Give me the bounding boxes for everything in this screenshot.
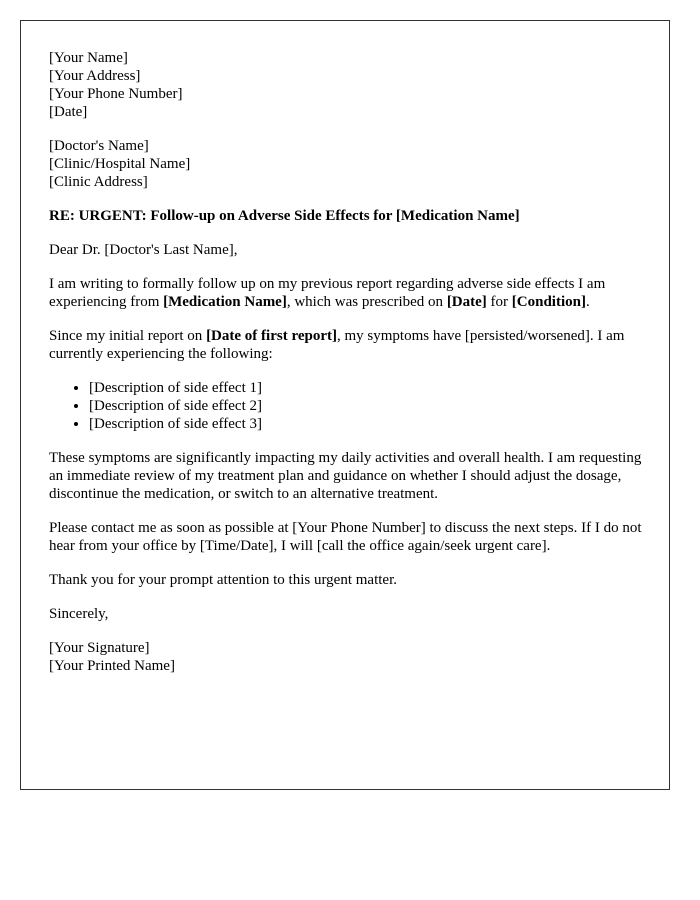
list-item: • [Description of side effect 3] (89, 415, 649, 433)
list-item: • [Description of side effect 2] (89, 397, 649, 415)
recipient-address: [Clinic Address] (49, 174, 148, 190)
salutation: Dear Dr. [Doctor's Last Name], (49, 242, 238, 258)
paragraph-1 (49, 275, 649, 311)
paragraph-2 (49, 327, 649, 363)
prescribed-date: [Date] (446, 294, 487, 310)
printed-name: [Your Printed Name] (49, 658, 175, 674)
medication-name: [Medication Name] (163, 294, 287, 310)
sender-block (49, 49, 649, 121)
recipient-clinic: [Clinic/Hospital Name] (49, 156, 191, 172)
list-item: • [Description of side effect 1] (89, 379, 649, 397)
subject-line: RE: URGENT: Follow-up on Adverse Side Effects for [Medication Name] (49, 208, 520, 224)
para1-text-4: . (585, 294, 590, 310)
recipient-name: [Doctor's Name] (49, 138, 149, 154)
sender-phone: [Your Phone Number] (49, 86, 183, 102)
side-effects-list (49, 379, 649, 433)
para1-text-3: for (486, 294, 512, 310)
letter-date: [Date] (49, 104, 88, 120)
sender-name: [Your Name] (49, 50, 128, 66)
letter-page (20, 20, 670, 790)
para2-text-1: Since my initial report on (49, 328, 207, 344)
condition: [Condition] (511, 294, 586, 310)
sender-address: [Your Address] (49, 68, 141, 84)
paragraph-5: Thank you for your prompt attention to this urgent matter. (49, 572, 397, 588)
para1-text-1: I am writing to formally follow up on my previous report regarding adverse side effects I am experiencing from (49, 276, 606, 310)
signature-placeholder: [Your Signature] (49, 640, 150, 656)
para1-text-2: , which was prescribed on (286, 294, 447, 310)
paragraph-4: Please contact me as soon as possible at [Your Phone Number] to discuss the next steps. If I do not hear from your office by [Time/Date], I will [call the office again/seek urgent care]. (49, 520, 642, 554)
signature-block (49, 639, 649, 675)
para2-text-2: , my symptoms have [persisted/worsened]. I am currently experiencing the following: (49, 328, 625, 362)
first-report-date: [Date of first report] (206, 328, 337, 344)
closing: Sincerely, (49, 606, 109, 622)
recipient-block (49, 137, 649, 191)
paragraph-3: These symptoms are significantly impacting my daily activities and overall health. I am requesting an immediate review of my treatment plan and guidance on whether I should adjust the dosage, discontinue the medication, or switch to an alternative treatment. (49, 450, 642, 502)
